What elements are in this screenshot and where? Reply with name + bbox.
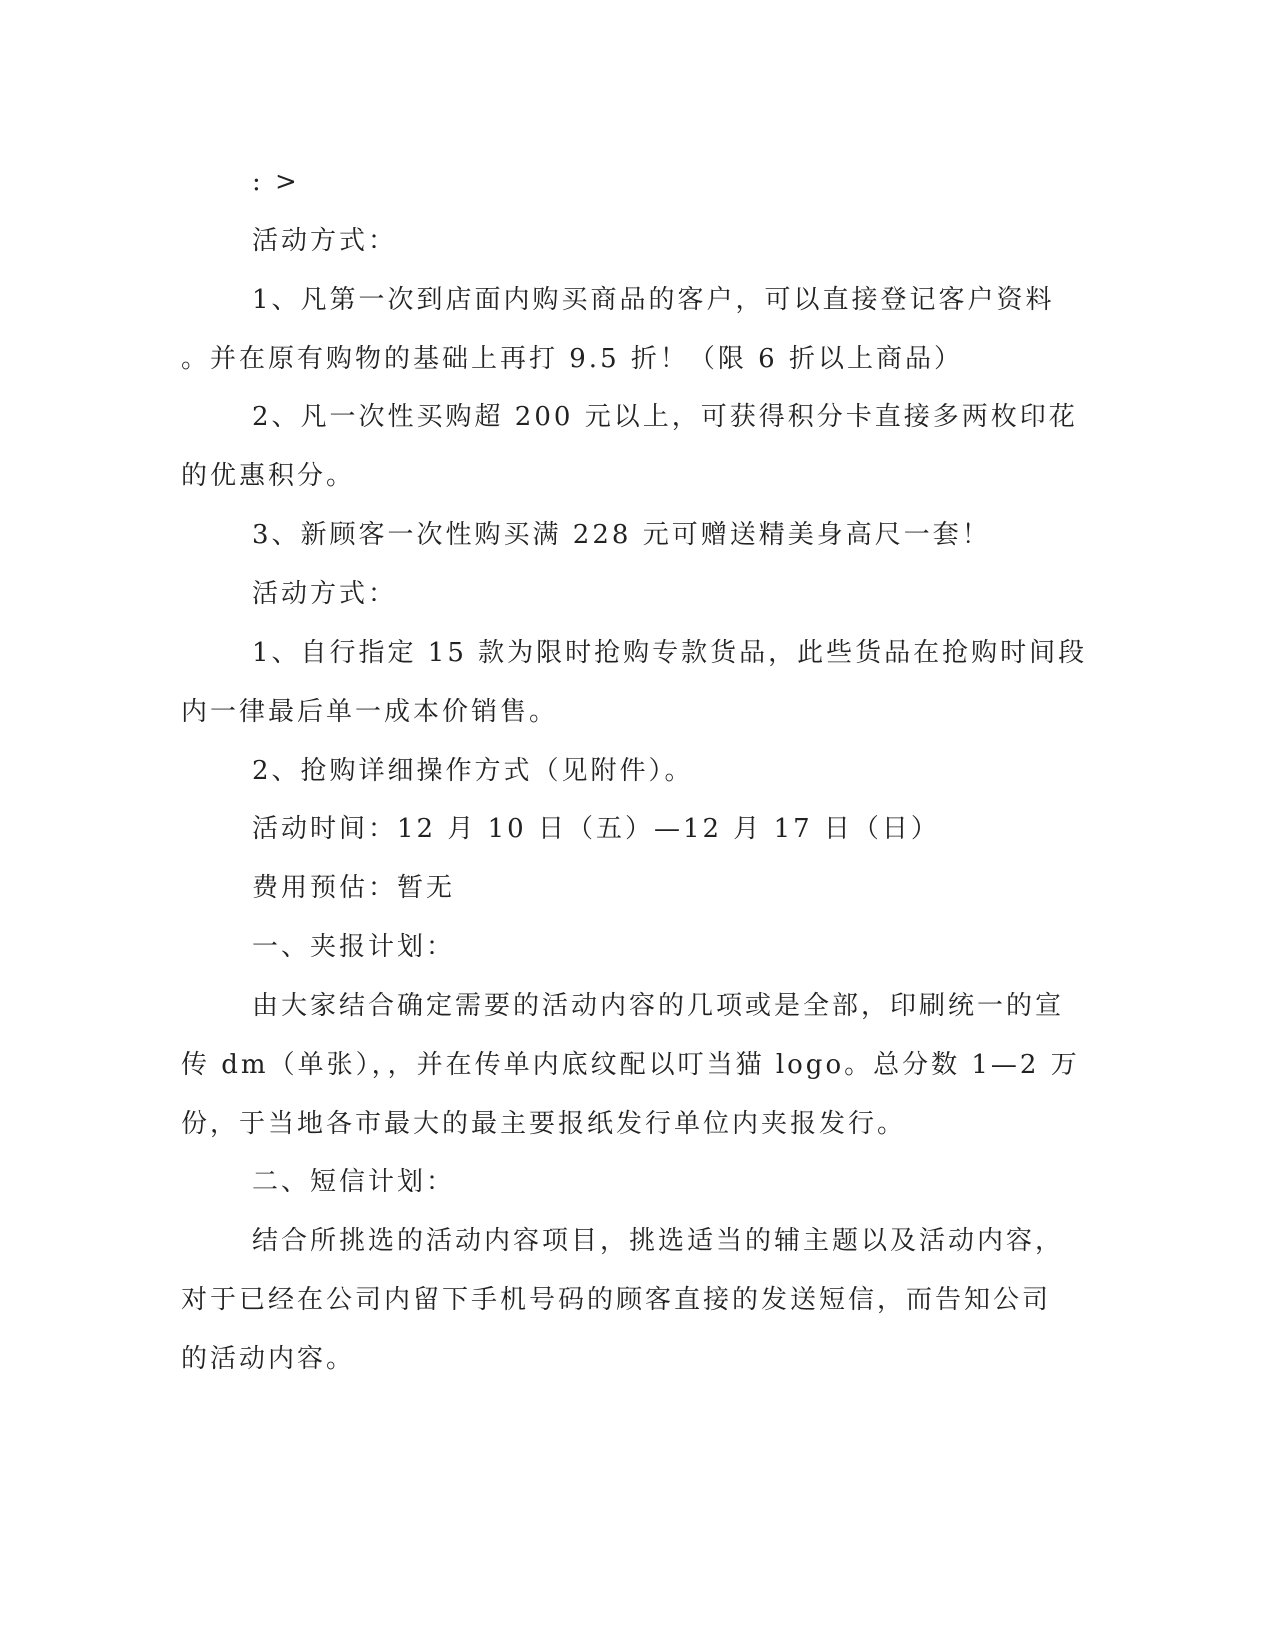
paragraph-line: 。并在原有购物的基础上再打 9.5 折！（限 6 折以上商品）: [181, 344, 963, 374]
paragraph-line: 内一律最后单一成本价销售。: [181, 697, 559, 727]
section-heading: 二、短信计划：: [252, 1167, 456, 1197]
paragraph-line: 的优惠积分。: [181, 461, 356, 491]
paragraph-line: 份，于当地各市最大的最主要报纸发行单位内夹报发行。: [181, 1109, 907, 1139]
paragraph-line: 结合所挑选的活动内容项目，挑选适当的辅主题以及活动内容，: [252, 1226, 1065, 1256]
paragraph-line: 对于已经在公司内留下手机号码的顾客直接的发送短信，而告知公司: [181, 1285, 1052, 1315]
section-heading: 活动方式：: [252, 579, 398, 609]
paragraph-line: 3、新顾客一次性购买满 228 元可赠送精美身高尺一套！: [252, 520, 991, 550]
paragraph-line: 2、凡一次性买购超 200 元以上，可获得积分卡直接多两枚印花: [252, 402, 1078, 432]
activity-time-line: 活动时间：12 月 10 日（五）—12 月 17 日（日）: [252, 814, 940, 844]
paragraph-line: 的活动内容。: [181, 1344, 356, 1374]
paragraph-line: : >: [252, 167, 300, 197]
paragraph-line: 由大家结合确定需要的活动内容的几项或是全部，印刷统一的宣: [252, 991, 1065, 1021]
paragraph-line: 1、自行指定 15 款为限时抢购专款货品，此些货品在抢购时间段: [252, 638, 1088, 668]
paragraph-line: 2、抢购详细操作方式（见附件）。: [252, 756, 694, 786]
paragraph-line: 传 dm（单张），，并在传单内底纹配以叮当猫 logo。总分数 1—2 万: [181, 1050, 1080, 1080]
section-heading: 一、夹报计划：: [252, 932, 456, 962]
section-heading: 活动方式：: [252, 226, 398, 256]
paragraph-line: 1、凡第一次到店面内购买商品的客户，可以直接登记客户资料: [252, 285, 1055, 315]
cost-estimate-line: 费用预估：暂无: [252, 873, 456, 903]
